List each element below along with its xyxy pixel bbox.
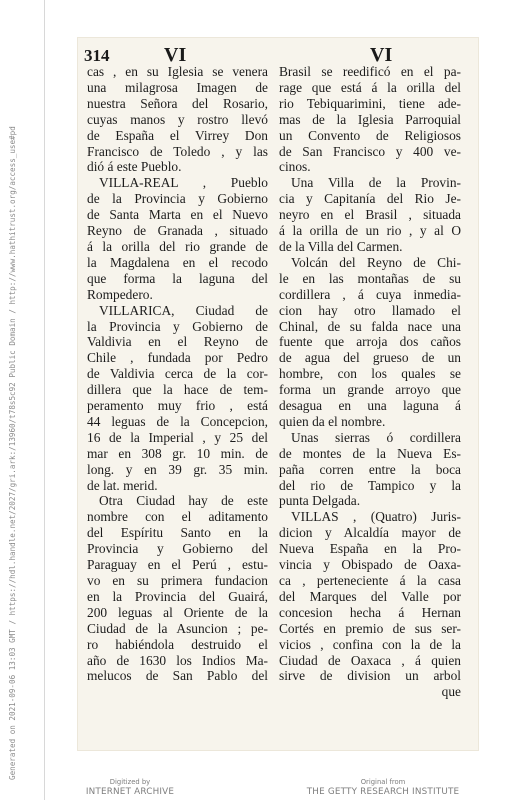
text-line: de lat. merid. — [87, 477, 158, 493]
generation-stamp — [2, 0, 38, 800]
text-line: nuestra Señora del Rosario, — [87, 95, 268, 111]
text-line: mar en 308 gr. 10 min. de — [87, 445, 268, 461]
text-line: Brasil se reedificó en el pa- — [279, 64, 461, 79]
text-line: del Marques del Valle por — [279, 588, 461, 604]
text-line: nombre con el aditamento — [87, 509, 268, 525]
text-line: de España el Virrey Don — [87, 127, 268, 143]
text-line: forma un grande arroyo que — [279, 382, 461, 398]
text-line: Chinal, de su falda nace una — [279, 318, 461, 334]
text-line: long. y en 39 gr. 35 min. — [87, 461, 268, 477]
text-line: que forma la laguna del — [87, 270, 268, 286]
text-line: Cortés en premio de sus ser- — [279, 620, 461, 636]
text-line: le en las montañas de su — [279, 270, 461, 286]
right-text-column — [279, 64, 461, 700]
text-line: fuente que arroja dos caños — [279, 334, 461, 350]
text-line: desagua en una laguna á — [279, 398, 461, 414]
text-line: de Santa Marta en el Nuevo — [87, 207, 268, 223]
text-line: cia y Capitanía del Rio Je- — [279, 191, 461, 207]
text-line: de Valdivia cerca de la cor- — [87, 366, 268, 382]
text-line: año de 1630 los Indios Ma- — [87, 652, 268, 668]
text-line: mas de la Iglesia Parroquial — [279, 111, 461, 127]
generation-stamp-text: Generated on 2021-09-06 13:03 GMT / https://hdl.handle.net/2027/gri.ark:/13960/t78s5c92 Public Domain / http://www.hathitrust.org/access_use#pd — [8, 126, 17, 780]
text-line: VILLA-REAL , Pueblo — [99, 175, 268, 191]
text-line: vincia y Obispado de Oaxa- — [279, 557, 461, 573]
original-from-label: Original from — [360, 778, 406, 786]
text-line: Francisco de Toledo , y las — [87, 143, 268, 159]
text-line: melucos de San Pablo del — [87, 668, 268, 684]
left-text-column — [87, 64, 268, 684]
digitized-by-label: Digitized by — [109, 778, 151, 786]
text-line: VILLAS , (Quatro) Juris- — [291, 509, 461, 525]
text-line: del Espíritu Santo en la — [87, 525, 268, 541]
text-line: la Magdalena en el recodo — [87, 254, 268, 270]
text-line: cion hay otro llamado el — [279, 302, 461, 318]
text-line: Una Villa de la Provin- — [291, 175, 461, 191]
text-line: paña corren entre la boca — [279, 461, 461, 477]
text-line: ro habiéndola destruido el — [87, 636, 268, 652]
text-line: 16 de la Imperial , y 25 del — [87, 429, 268, 445]
text-line: rage que está á la orilla del — [279, 79, 461, 95]
text-line: del rio de Tampico y la — [279, 477, 461, 493]
text-line: Ciudad de Oaxaca , á quien — [279, 652, 461, 668]
text-line: concesion hecha á Hernan — [279, 604, 461, 620]
text-line: Valdivia en el Reyno de — [87, 334, 268, 350]
text-line: neyro en el Brasil , situada — [279, 207, 461, 223]
text-line: dió á este Pueblo. — [87, 159, 182, 175]
text-line: cas , en su Iglesia se venera — [87, 64, 268, 79]
text-line: á la orilla del rio grande de — [87, 238, 268, 254]
internet-archive-label: INTERNET ARCHIVE — [85, 787, 175, 797]
text-line: dicion y Alcaldía mayor de — [279, 525, 461, 541]
text-line: Volcán del Reyno de Chi- — [291, 254, 461, 270]
text-line: 200 leguas al Oriente de la — [87, 604, 268, 620]
text-line: cuyas manos y rostro llevó — [87, 111, 268, 127]
text-line: cinos. — [279, 159, 311, 175]
text-line: de montes de la Nueva Es- — [279, 445, 461, 461]
text-line: vo en su primera fundacion — [87, 573, 268, 588]
text-line: Rompedero. — [87, 286, 153, 302]
text-line: Provincia y Gobierno del — [87, 541, 268, 557]
text-line: Reyno de Granada , situado — [87, 223, 268, 239]
text-line: Ciudad de la Asuncion ; pe- — [87, 620, 268, 636]
text-line: Unas sierras ó cordillera — [291, 429, 461, 445]
text-line: dillera que la hace de tem- — [87, 382, 268, 398]
text-line: que — [441, 684, 461, 700]
margin-rule — [44, 0, 45, 800]
text-line: de la Villa del Carmen. — [279, 238, 403, 254]
text-line: rio Tebiquarimini, tiene ade- — [279, 95, 461, 111]
text-line: punta Delgada. — [279, 493, 361, 509]
text-line: quien da el nombre. — [279, 413, 386, 429]
text-line: vicios , confina con la de la — [279, 636, 461, 652]
page-number: 314 — [84, 46, 110, 65]
original-from-credit — [298, 778, 468, 798]
text-line: cordillera , á cuya inmedia- — [279, 286, 461, 302]
text-line: peramento muy frio , está — [87, 398, 268, 414]
text-line: Paraguay en el Perú , estu- — [87, 557, 268, 573]
text-line: sirve de division un arbol — [279, 668, 461, 684]
text-line: 44 leguas de la Concepcion, — [87, 413, 268, 429]
text-line: Nueva España en la Pro- — [279, 541, 461, 557]
right-column-letter: VI — [370, 44, 393, 66]
text-line: VILLARICA, Ciudad de — [99, 302, 268, 318]
text-line: la Provincia y Gobierno de — [87, 318, 268, 334]
text-line: Otra Ciudad hay de este — [99, 493, 268, 509]
text-line: de San Francisco y 400 ve- — [279, 143, 461, 159]
getty-institute-label: THE GETTY RESEARCH INSTITUTE — [306, 787, 460, 797]
text-line: una milagrosa Imagen de — [87, 79, 268, 95]
digitized-by-credit — [70, 778, 190, 798]
text-line: ca , perteneciente á la casa — [279, 573, 461, 588]
text-line: de agua del grueso de un — [279, 350, 461, 366]
text-line: de la Provincia y Gobierno — [87, 191, 268, 207]
text-line: en la Provincia del Guairá, — [87, 588, 268, 604]
text-line: hombre, con los quales se — [279, 366, 461, 382]
text-line: un Convento de Religiosos — [279, 127, 461, 143]
text-line: á la orilla de un rio , y al O — [279, 223, 461, 239]
text-line: Chile , fundada por Pedro — [87, 350, 268, 366]
left-column-letter: VI — [164, 44, 187, 66]
